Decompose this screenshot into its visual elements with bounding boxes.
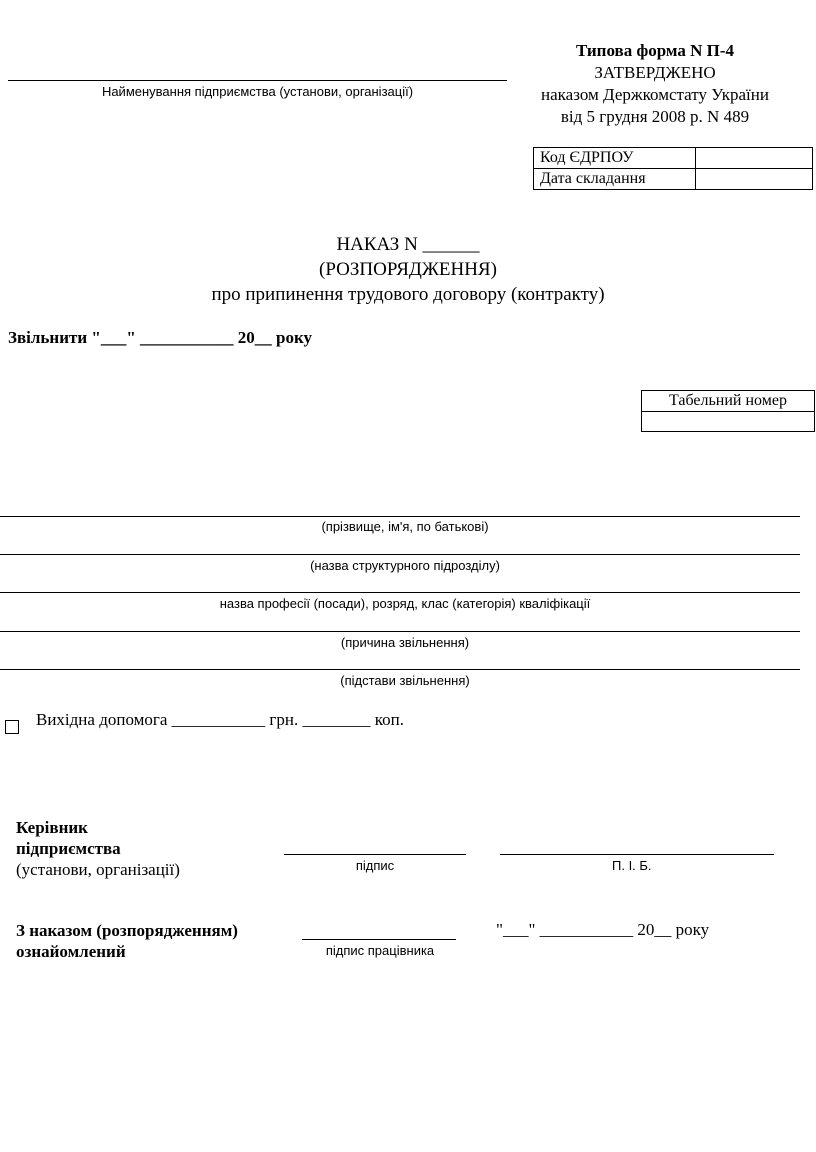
ack-label-line1: З наказом (розпорядженням) (16, 921, 238, 940)
head-label-line2: підприємства (16, 839, 121, 858)
order-title-line3: про припинення трудового договору (контракту) (211, 284, 605, 305)
org-name-caption: Найменування підприємства (установи, організації) (101, 84, 414, 99)
order-title-line2: (РОЗПОРЯДЖЕННЯ) (319, 259, 497, 280)
ack-label-line2: ознайомлений (16, 942, 126, 961)
head-label-line1: Керівник (16, 818, 88, 837)
employee-name-caption: (прізвище, ім'я, по батькові) (321, 519, 489, 534)
tabel-value[interactable] (642, 412, 815, 432)
head-name-caption: П. І. Б. (612, 858, 652, 873)
tabel-table (641, 390, 815, 432)
org-name-line[interactable] (8, 80, 507, 81)
approval-block (530, 40, 780, 128)
order-title (0, 232, 816, 307)
department-line[interactable] (0, 554, 800, 555)
head-label-line3: (установи, організації) (16, 860, 180, 879)
department-caption: (назва структурного підрозділу) (310, 558, 500, 573)
tabel-label: Табельний номер (642, 391, 815, 412)
severance-checkbox[interactable] (5, 720, 19, 734)
approved-label: ЗАТВЕРДЖЕНО (594, 63, 716, 82)
form-title: Типова форма N П-4 (575, 41, 735, 60)
ack-label (16, 920, 238, 962)
position-line[interactable] (0, 592, 800, 593)
position-caption: назва професії (посади), розряд, клас (категорія) кваліфікації (219, 596, 591, 611)
reason-caption: (причина звільнення) (340, 635, 470, 650)
severance-text[interactable]: Вихідна допомога ___________ грн. ________ коп. (36, 710, 404, 729)
employee-name-line[interactable] (0, 516, 800, 517)
ack-signature-line[interactable] (302, 939, 456, 940)
ack-signature-caption: підпис працівника (325, 943, 435, 958)
head-signature-line[interactable] (284, 854, 466, 855)
grounds-caption: (підстави звільнення) (340, 673, 470, 688)
approved-date: від 5 грудня 2008 р. N 489 (560, 107, 750, 126)
head-label (16, 817, 180, 880)
reason-line[interactable] (0, 631, 800, 632)
order-title-line1: НАКАЗ N ______ (336, 234, 480, 255)
codes-table (533, 147, 813, 190)
ack-date[interactable]: "___" ___________ 20__ року (496, 920, 710, 939)
dismiss-date[interactable]: Звільнити "___" ___________ 20__ року (8, 328, 313, 347)
grounds-line[interactable] (0, 669, 800, 670)
approved-by: наказом Держкомстату України (541, 85, 769, 104)
date-label: Дата складання (534, 169, 696, 190)
date-value[interactable] (696, 169, 813, 190)
head-signature-caption: підпис (355, 858, 395, 873)
head-name-line[interactable] (500, 854, 774, 855)
edrpou-label: Код ЄДРПОУ (534, 148, 696, 169)
edrpou-value[interactable] (696, 148, 813, 169)
